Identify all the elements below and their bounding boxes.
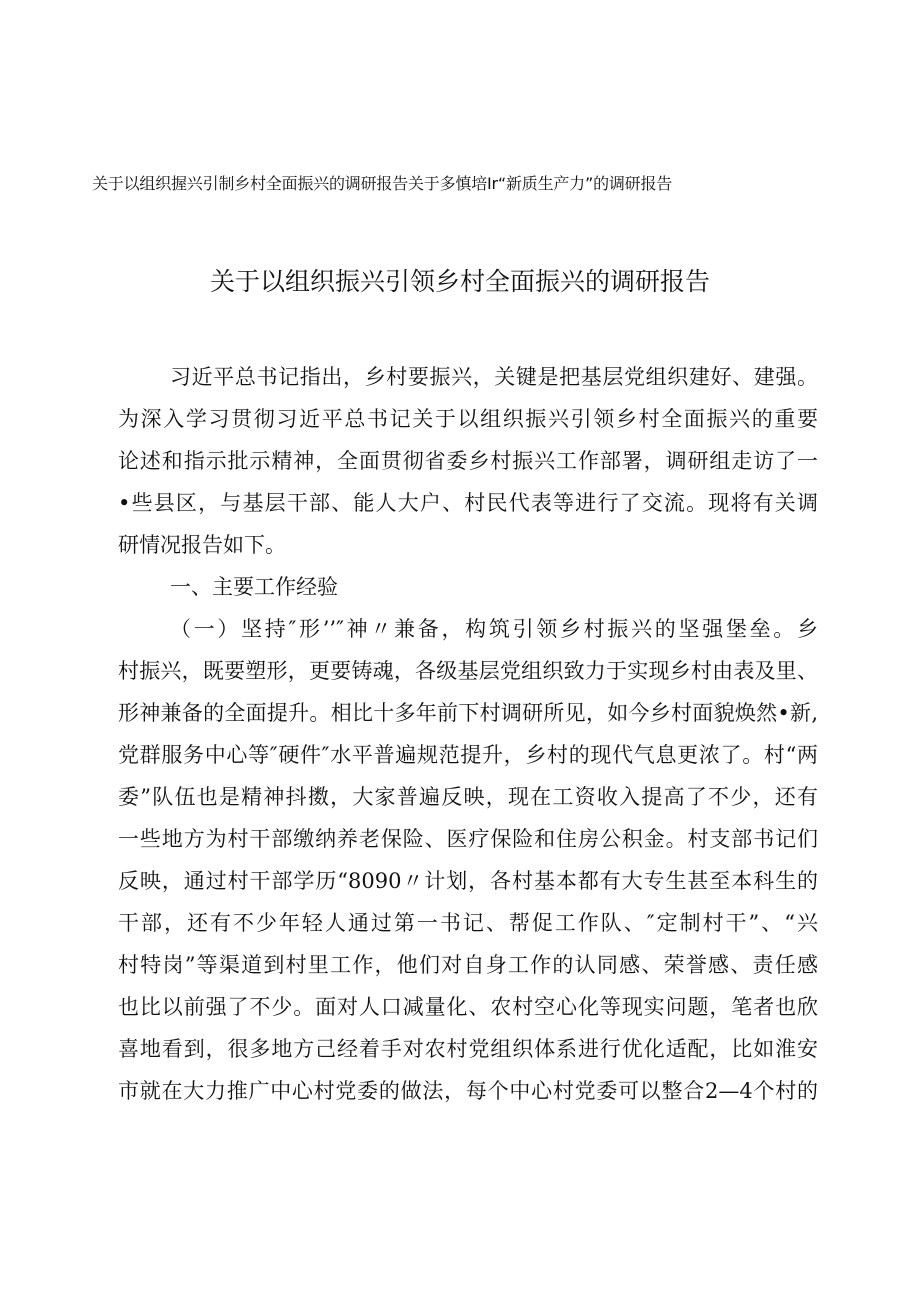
document-body	[118, 356, 818, 1112]
paragraph-line: 一些地方为村干部缴纳养老保险、医疗保险和住房公积金。村支部书记们	[118, 827, 818, 851]
paragraph-line: 委”队伍也是精神抖擞，大家普遍反映，现在工资收入提高了不少，还有	[118, 785, 818, 809]
paragraph-line: 论述和指示批示精神，全面贯彻省委乡村振兴工作部署，调研组走访了一	[118, 449, 818, 473]
paragraph-line: 也比以前强了不少。面对人口减量化、农村空心化等现实问题，笔者也欣	[118, 995, 818, 1019]
paragraph-line: 为深入学习贯彻习近平总书记关于以组织振兴引领乡村全面振兴的重要	[118, 407, 818, 431]
paragraph-line: 村特岗”等渠道到村里工作，他们对自身工作的认同感、荣誉感、责任感	[118, 953, 818, 977]
paragraph-line: 干部，还有不少年轻人通过第一书记、帮促工作队、″定制村干”、“兴	[118, 911, 818, 935]
section-heading: 一、主要工作经验	[170, 575, 338, 599]
paragraph-line: （一）坚持″形’’″神〃兼备，构筑引领乡村振兴的坚强堡垒。乡	[170, 617, 818, 641]
paragraph-line: •些县区，与基层干部、能人大户、村民代表等进行了交流。现将有关调	[118, 491, 818, 515]
paragraph-line: 喜地看到，很多地方己经着手对农村党组织体系进行优化适配，比如淮安	[118, 1037, 818, 1061]
paragraph-line: 党群服务中心等″硬件″水平普遍规范提升，乡村的现代气息更浓了。村“两	[118, 743, 818, 767]
paragraph-line: 反映，通过村干部学历“8090〃计划，各村基本都有大专生甚至本科生的	[118, 869, 818, 893]
running-header: 关于以组织握兴引制乡村全面振兴的调研报告关于多慎培Ir“新质生产力”的调研报告	[92, 174, 673, 193]
paragraph-line: 形神兼备的全面提升。相比十多年前下村调研所见，如今乡村面貌焕然•新,	[118, 701, 818, 725]
paragraph-line: 习近平总书记指出，乡村要振兴，关键是把基层党组织建好、建强。	[170, 365, 818, 389]
document-title: 关于以组织振兴引领乡村全面振兴的调研报告	[209, 267, 710, 296]
paragraph-line: 研情况报告如下。	[118, 533, 286, 557]
paragraph-line: 村振兴，既要塑形，更要铸魂，各级基层党组织致力于实现乡村由表及里、	[118, 659, 818, 683]
paragraph-line: 市就在大力推广中心村党委的做法，每个中心村党委可以整合2—4个村的	[118, 1079, 818, 1103]
